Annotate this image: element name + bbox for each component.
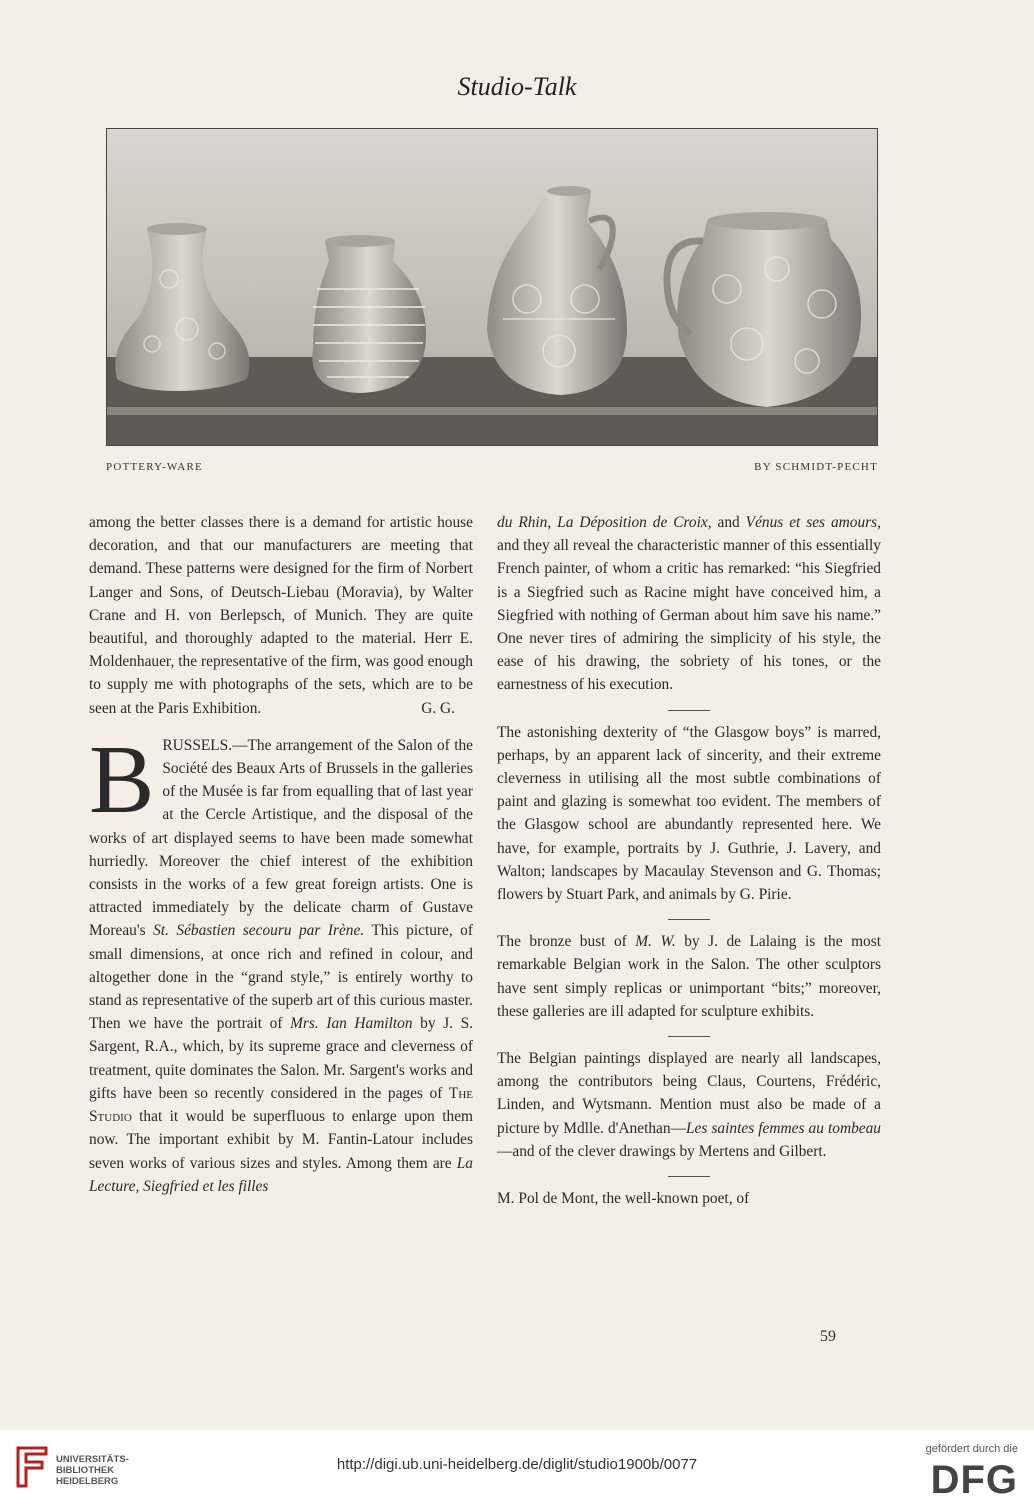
paragraph: The bronze bust of M. W. by J. de Lalaing is the most remarkable Belgian work in the Salon. The other sculptors have sent simply replicas or unimportant “bits;” moreover, these galleries are ill adapted for sculpture exhibits. [497, 933, 882, 1020]
author-signature: G. G. [421, 699, 455, 717]
figure-caption-credit: BY SCHMIDT-PECHT [754, 461, 878, 473]
section-divider [668, 1036, 710, 1037]
funding-label: gefördert durch die [925, 1443, 1018, 1455]
paragraph: BRUSSELS.—The arrangement of the Salon of the Société des Beaux Arts of Brussels in the galleries of the Musée is far from equalling that of last year at the Cercle Artistique, and the disposal of the works of art displayed seems to have been made somewhat hurriedly. Moreover the chief interest of the exhibition consists in the works of a few great foreign artists. One is attracted immediately by the delicate charm of Gustave Moreau's St. Sébastien secouru par Irène. This picture, of small dimensions, at once rich and refined in colour, and altogether done in the “grand style,” is entirely worthy to stand as representative of the superb art of this curious master. Then we have the portrait of Mrs. Ian Hamilton by J. S. Sargent, R.A., which, by its supreme grace and cleverness of treatment, quite dominates the Salon. Mr. Sargent's works and gifts have been so recently considered in the pages of The Studio that it would be superfluous to enlarge upon them now. The important exhibit by M. Fantin-Latour includes seven works of various sizes and styles. Among them are La Lecture, Siegfried et les filles [89, 725, 474, 1195]
paragraph: M. Pol de Mont, the well-known poet, of [497, 1190, 750, 1208]
paragraph: The Belgian paintings displayed are nearly all landscapes, among the contributors being Claus, Courtens, Frédéric, Linden, and Wytsmann. Mention must also be made of a picture by Mdlle. d'Anethan—Les saintes femmes au tombeau—and of the clever drawings by Mertens and Gilbert. [497, 1050, 881, 1160]
running-title: Studio-Talk [457, 72, 577, 101]
paragraph: The astonishing dexterity of “the Glasgow boys” is marred, perhaps, by an apparent lack of sincerity, and their extreme cleverness in utilising all the most subtle combinations of paint and glazing is somewhat too evident. The members of the Glasgow school are abundantly represented here. We have, for example, portraits by J. Guthrie, J. Lavery, and Walton; landscapes by Macaulay Stevenson and G. Thomas; flowers by Stuart Park, and animals by G. Pirie. [497, 723, 881, 904]
drop-cap: B [89, 725, 155, 834]
pottery-photograph [106, 128, 878, 446]
page-number: 59 [820, 1328, 836, 1345]
section-divider [668, 710, 710, 711]
dfg-logo: DFG [930, 1458, 1018, 1502]
paragraph: among the better classes there is a demand for artistic house decoration, and that our manufacturers are meeting that demand. These patterns were designed for the firm of Norbert Langer and Sons, of Deutsch-Liebau (Moravia), by Walter Crane and H. von Berlepsch, of Munich. They are quite beautiful, and thoroughly adapted to the material. Herr E. Moldenhauer, the representative of the firm, was good enough to supply me with photographs of the sets, which are to be seen at the Paris Exhibition. [89, 514, 473, 717]
magazine-title: The Studio [89, 1084, 473, 1126]
section-divider [668, 919, 710, 920]
figure-caption-title: POTTERY-WARE [106, 461, 203, 473]
text-column-right [497, 511, 881, 1210]
paragraph: du Rhin, La Déposition de Croix, and Vénus et ses amours, and they all reveal the characteristic manner of this essentially French painter, of whom a critic has remarked: “his Siegfried is a Siegfried such as Racine might have conceived him, a Siegfried with nothing of German about him save his name.” One never tires of admiring the simplicity of his style, the ease of his drawing, the sobriety of his tones, or the earnestness of his execution. [497, 514, 881, 694]
text-column-left [89, 511, 473, 1198]
university-library-name: UNIVERSITÄTS- BIBLIOTHEK HEIDELBERG [56, 1454, 129, 1487]
section-divider [668, 1176, 710, 1177]
permalink-url[interactable]: http://digi.ub.uni-heidelberg.de/diglit/studio1900b/0077 [336, 1456, 698, 1473]
